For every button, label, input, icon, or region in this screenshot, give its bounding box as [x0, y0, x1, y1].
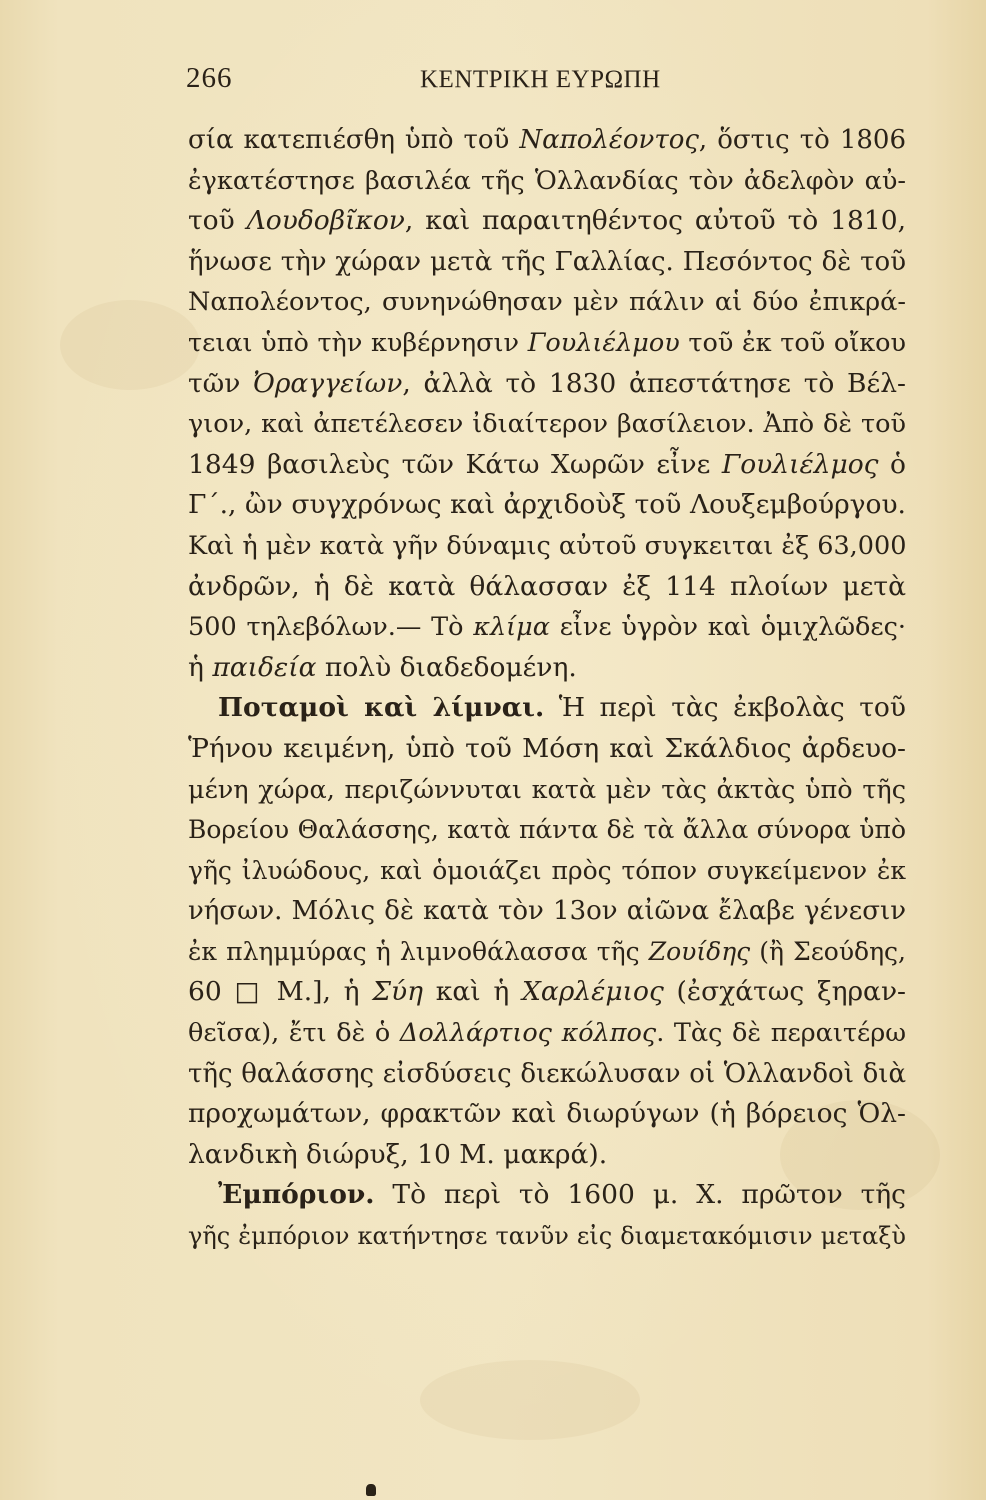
- paper-stain: [420, 1360, 640, 1440]
- text-line: προχωμάτων, φρακτῶν καὶ διωρύγων (ἡ βόρειος Ὁλ-: [188, 1098, 906, 1130]
- italic-name: Γουλιέλμος: [721, 448, 879, 480]
- text-line: 60 □ Μ.], ἡ Σύη καὶ ἡ Χαρλέμιος (ἐσχάτως ξηραν-: [188, 976, 906, 1008]
- italic-name: Γουλιέλμου: [527, 327, 680, 358]
- text-line: γῆς ἐμπόριον κατήντησε τανῦν εἰς διαμετακόμισιν μεταξὺ: [188, 1222, 906, 1251]
- italic-term: κλίμα: [473, 612, 550, 643]
- italic-name: Ναπολέοντος: [519, 125, 699, 155]
- text-line: νήσων. Μόλις δὲ κατὰ τὸν 13ον αἰῶνα ἔλαβε γένεσιν: [188, 896, 906, 927]
- paper-stain: [60, 300, 200, 390]
- text-line: Βορείου Θαλάσσης, κατὰ πάντα δὲ τὰ ἄλλα σύνορα ὑπὸ: [188, 815, 906, 845]
- text-line: Γ΄., ὢν συγχρόνως καὶ ἀρχιδοὺξ τοῦ Λουξεμβούργου.: [188, 489, 906, 521]
- text-line: θεῖσα), ἔτι δὲ ὁ Δολλάρτιος κόλπος. Τὰς δὲ περαιτέρω: [188, 1018, 906, 1049]
- italic-name: Ὀραγγείων: [253, 367, 403, 399]
- text-line: τῆς θαλάσσης εἰσδύσεις διεκώλυσαν οἱ Ὁλλανδοὶ διὰ: [188, 1058, 906, 1089]
- section-heading: Ἐμπόριον.: [218, 1179, 375, 1211]
- running-head: [0, 62, 986, 102]
- text-line: γιον, καὶ ἀπετέλεσεν ἰδιαίτερον βασίλειον. Ἀπὸ δὲ τοῦ: [188, 409, 906, 440]
- text-line: τειαι ὑπὸ τὴν κυβέρνησιν Γουλιέλμου τοῦ ἐκ τοῦ οἴκου: [188, 327, 906, 358]
- text-line: ἥνωσε τὴν χώραν μετὰ τῆς Γαλλίας. Πεσόντος δὲ τοῦ: [188, 246, 906, 277]
- ink-mark: [366, 1484, 376, 1496]
- text-line: ἀνδρῶν, ἡ δὲ κατὰ θάλασσαν ἐξ 114 πλοίων μετὰ: [188, 570, 906, 602]
- text-line: τοῦ Λουδοβῖκον, καὶ παραιτηθέντος αὐτοῦ τὸ 1810,: [188, 205, 906, 237]
- section-heading: Ποταμοὶ καὶ λίμναι.: [218, 692, 545, 724]
- section-heading-line: Ποταμοὶ καὶ λίμναι. Ἡ περὶ τὰς ἐκβολὰς τοῦ: [218, 692, 906, 724]
- italic-name: Δολλάρτιος κόλπος: [399, 1018, 657, 1049]
- text-line: σία κατεπιέσθη ὑπὸ τοῦ Ναπολέοντος, ὅστις τὸ 1806: [188, 125, 906, 155]
- running-title: ΚΕΝΤΡΙΚΗ ΕΥΡΩΠΗ: [420, 66, 661, 93]
- body-text: [188, 120, 906, 1300]
- text-line: τῶν Ὀραγγείων, ἀλλὰ τὸ 1830 ἀπεστάτησε τὸ Βέλ-: [188, 367, 906, 399]
- text-line: λανδικὴ διώρυξ, 10 Μ. μακρά).: [188, 1138, 608, 1170]
- italic-name: Λουδοβῖκον: [246, 205, 405, 237]
- section-heading-line: Ἐμπόριον. Τὸ περὶ τὸ 1600 μ. Χ. πρῶτον τῆς: [218, 1179, 906, 1211]
- text-line: 1849 βασιλεὺς τῶν Κάτω Χωρῶν εἶνε Γουλιέλμος ὁ: [188, 448, 906, 480]
- text-line: Ῥήνου κειμένη, ὑπὸ τοῦ Μόση καὶ Σκάλδιος ἀρδευο-: [188, 732, 906, 764]
- text-line: 500 τηλεβόλων.— Τὸ κλίμα εἶνε ὑγρὸν καὶ ὁμιχλῶδες·: [188, 612, 906, 643]
- page-number: 266: [186, 62, 233, 94]
- italic-name: Ζουίδης: [648, 936, 751, 966]
- text-line: Ναπολέοντος, συνηνώθησαν μὲν πάλιν αἱ δύο ἐπικρά-: [188, 287, 906, 318]
- italic-name: Χαρλέμιος: [522, 976, 664, 1008]
- text-line: μένη χώρα, περιζώννυται κατὰ μὲν τὰς ἀκτὰς ὑπὸ τῆς: [188, 774, 906, 805]
- italic-name: Σύη: [372, 976, 424, 1008]
- text-line: ἐκ πλημμύρας ἡ λιμνοθάλασσα τῆς Ζουίδης (ἢ Σεούδης,: [188, 936, 906, 966]
- text-line: ἐγκατέστησε βασιλέα τῆς Ὁλλανδίας τὸν ἀδελφὸν αὐ-: [188, 165, 906, 196]
- italic-term: παιδεία: [212, 651, 317, 683]
- text-line: ἡ παιδεία πολὺ διαδεδομένη.: [188, 651, 577, 683]
- text-line: Καὶ ἡ μὲν κατὰ γῆν δύναμις αὐτοῦ συγκειται ἐξ 63,000: [188, 530, 906, 561]
- text-line: γῆς ἰλυώδους, καὶ ὁμοιάζει πρὸς τόπον συγκείμενον ἐκ: [188, 855, 906, 885]
